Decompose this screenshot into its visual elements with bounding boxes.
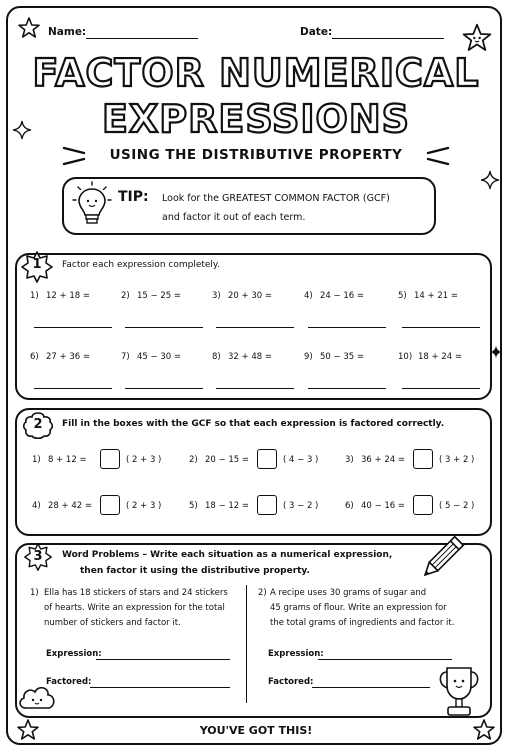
gcf-problem-4-expression: 28 + 42 =	[48, 501, 92, 511]
section-1-number: 1	[32, 257, 42, 272]
pencil-icon	[414, 530, 470, 586]
word-problem-2-line2: 45 grams of flour. Write an expression for	[270, 603, 447, 613]
gcf-problem-1-number: 1)	[32, 455, 41, 465]
star-icon	[17, 16, 41, 40]
section-3-instruction-line2: then factor it using the distributive property.	[80, 566, 310, 576]
name-label: Name:	[48, 26, 87, 38]
word-problem-2-factored-line[interactable]	[312, 687, 430, 688]
problem-5-expression: 14 + 21 =	[414, 291, 458, 301]
gcf-problem-5-expression: 18 − 12 =	[205, 501, 249, 511]
problem-6-number: 6)	[30, 352, 39, 362]
word-problem-1-factored-label: Factored:	[46, 677, 92, 687]
gcf-problem-1-factor: ( 2 + 3 )	[126, 455, 162, 465]
gcf-problem-6-expression: 40 − 16 =	[361, 501, 405, 511]
gcf-problem-5-factor: ( 3 − 2 )	[283, 501, 319, 511]
gcf-answer-box[interactable]	[257, 449, 277, 469]
problem-3-number: 3)	[212, 291, 221, 301]
problem-7-number: 7)	[121, 352, 130, 362]
gcf-problem-1-expression: 8 + 12 =	[48, 455, 87, 465]
page-title-line2: EXPRESSIONS	[102, 97, 410, 141]
word-problem-1-number: 1)	[30, 588, 39, 598]
gcf-problem-3-factor: ( 3 + 2 )	[439, 455, 475, 465]
tip-text-line2: and factor it out of each term.	[162, 212, 306, 223]
word-problem-2-line1: A recipe uses 30 grams of sugar and	[270, 588, 427, 598]
problem-1-number: 1)	[30, 291, 39, 301]
gcf-problem-3-expression: 36 + 24 =	[361, 455, 405, 465]
tip-label: TIP:	[118, 189, 149, 205]
problem-10-expression: 18 + 24 =	[418, 352, 462, 362]
section-2-instruction: Fill in the boxes with the GCF so that each expression is factored correctly.	[62, 419, 445, 429]
gcf-answer-box[interactable]	[100, 449, 120, 469]
date-line[interactable]	[332, 38, 444, 39]
problem-1-answer-line[interactable]	[34, 327, 112, 328]
gcf-answer-box[interactable]	[257, 495, 277, 515]
gcf-problem-4-factor: ( 2 + 3 )	[126, 501, 162, 511]
problem-9-number: 9)	[304, 352, 313, 362]
problem-3-answer-line[interactable]	[216, 327, 294, 328]
section-1-instruction: Factor each expression completely.	[62, 260, 220, 270]
gcf-problem-6-factor: ( 5 − 2 )	[439, 501, 475, 511]
problem-10-number: 10)	[398, 352, 413, 362]
word-problem-1-line1: Ella has 18 stickers of stars and 24 stickers	[44, 588, 228, 598]
lightbulb-icon	[72, 181, 112, 229]
page-title-line1: FACTOR NUMERICAL	[32, 51, 480, 95]
problem-2-answer-line[interactable]	[125, 327, 203, 328]
name-line[interactable]	[86, 38, 198, 39]
problem-7-expression: 45 − 30 =	[137, 352, 181, 362]
tip-box	[62, 177, 436, 235]
word-problem-1-factored-line[interactable]	[90, 687, 230, 688]
sparkle-icon	[480, 170, 500, 190]
problem-10-answer-line[interactable]	[402, 388, 480, 389]
problem-9-answer-line[interactable]	[308, 388, 386, 389]
problem-3-expression: 20 + 30 =	[228, 291, 272, 301]
problem-4-expression: 24 − 16 =	[320, 291, 364, 301]
problem-8-expression: 32 + 48 =	[228, 352, 272, 362]
trophy-icon	[434, 662, 484, 722]
problem-4-answer-line[interactable]	[308, 327, 386, 328]
problem-6-answer-line[interactable]	[34, 388, 112, 389]
cloud-icon	[16, 682, 58, 712]
problem-7-answer-line[interactable]	[125, 388, 203, 389]
problem-8-number: 8)	[212, 352, 221, 362]
word-problem-1-line3: number of stickers and factor it.	[44, 618, 181, 628]
word-problem-2-expression-label: Expression:	[268, 649, 324, 659]
rays-icon	[422, 144, 452, 168]
gcf-problem-4-number: 4)	[32, 501, 41, 511]
gcf-answer-box[interactable]	[413, 449, 433, 469]
problem-1-expression: 12 + 18 =	[46, 291, 90, 301]
problem-9-expression: 50 − 35 =	[320, 352, 364, 362]
problem-6-expression: 27 + 36 =	[46, 352, 90, 362]
problem-5-number: 5)	[398, 291, 407, 301]
word-problem-2-number: 2)	[258, 588, 267, 598]
divider	[246, 585, 247, 703]
word-problem-2-line3: the total grams of ingredients and factor it.	[270, 618, 455, 628]
word-problem-2-expression-line[interactable]	[318, 659, 452, 660]
section-2-number: 2	[33, 417, 43, 432]
gcf-answer-box[interactable]	[100, 495, 120, 515]
problem-2-expression: 15 − 25 =	[137, 291, 181, 301]
gcf-problem-2-factor: ( 4 − 3 )	[283, 455, 319, 465]
word-problem-1-expression-label: Expression:	[46, 649, 102, 659]
tip-text-line1: Look for the GREATEST COMMON FACTOR (GCF)	[162, 193, 390, 204]
date-label: Date:	[300, 26, 333, 38]
problem-5-answer-line[interactable]	[402, 327, 480, 328]
problem-8-answer-line[interactable]	[216, 388, 294, 389]
page-subtitle: USING THE DISTRIBUTIVE PROPERTY	[109, 147, 403, 163]
word-problem-2-factored-label: Factored:	[268, 677, 314, 687]
problem-4-number: 4)	[304, 291, 313, 301]
star-icon	[460, 22, 494, 54]
gcf-problem-2-number: 2)	[189, 455, 198, 465]
gcf-problem-6-number: 6)	[345, 501, 354, 511]
problem-2-number: 2)	[121, 291, 130, 301]
gcf-problem-3-number: 3)	[345, 455, 354, 465]
gcf-problem-5-number: 5)	[189, 501, 198, 511]
word-problem-1-line2: of hearts. Write an expression for the total	[44, 603, 225, 613]
footer-message: YOU'VE GOT THIS!	[199, 724, 313, 737]
gcf-problem-2-expression: 20 − 15 =	[205, 455, 249, 465]
gcf-answer-box[interactable]	[413, 495, 433, 515]
section-3-instruction-line1: Word Problems – Write each situation as a numerical expression,	[62, 550, 393, 560]
word-problem-1-expression-line[interactable]	[96, 659, 230, 660]
section-3-number: 3	[33, 549, 43, 564]
